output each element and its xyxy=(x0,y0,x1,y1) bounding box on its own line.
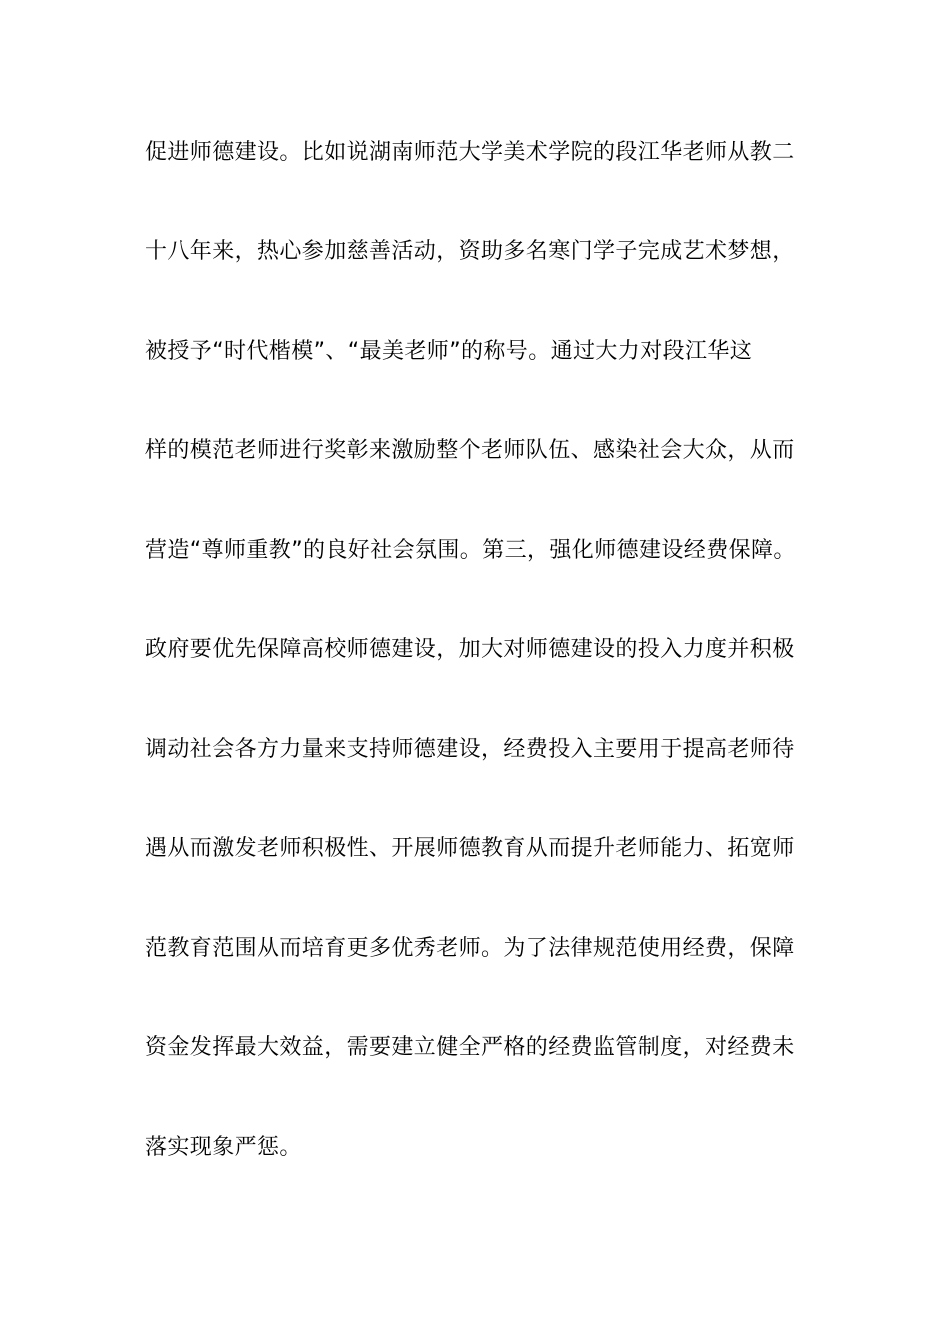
paragraph-line: 被授予“时代楷模”、“最美老师”的称号。通过大力对段江华这 xyxy=(145,339,753,364)
paragraph-line: 促进师德建设。比如说湖南师范大学美术学院的段江华老师从教二 xyxy=(145,140,795,165)
paragraph-line: 样的模范老师进行奖彰来激励整个老师队伍、感染社会大众，从而 xyxy=(145,438,795,463)
paragraph-line: 落实现象严惩。 xyxy=(145,1135,302,1160)
paragraph-line: 资金发挥最大效益，需要建立健全严格的经费监管制度，对经费未 xyxy=(145,1035,795,1060)
paragraph-line: 范教育范围从而培育更多优秀老师。为了法律规范使用经费，保障 xyxy=(145,936,795,961)
paragraph-line: 调动社会各方力量来支持师德建设，经费投入主要用于提高老师待 xyxy=(145,737,795,762)
paragraph-line: 遇从而激发老师积极性、开展师德教育从而提升老师能力、拓宽师 xyxy=(145,836,795,861)
paragraph-line: 十八年来，热心参加慈善活动，资助多名寒门学子完成艺术梦想， xyxy=(145,239,795,264)
paragraph-line: 政府要优先保障高校师德建设，加大对师德建设的投入力度并积极 xyxy=(145,637,795,662)
paragraph-line: 营造“尊师重教”的良好社会氛围。第三，强化师德建设经费保障。 xyxy=(145,538,796,563)
